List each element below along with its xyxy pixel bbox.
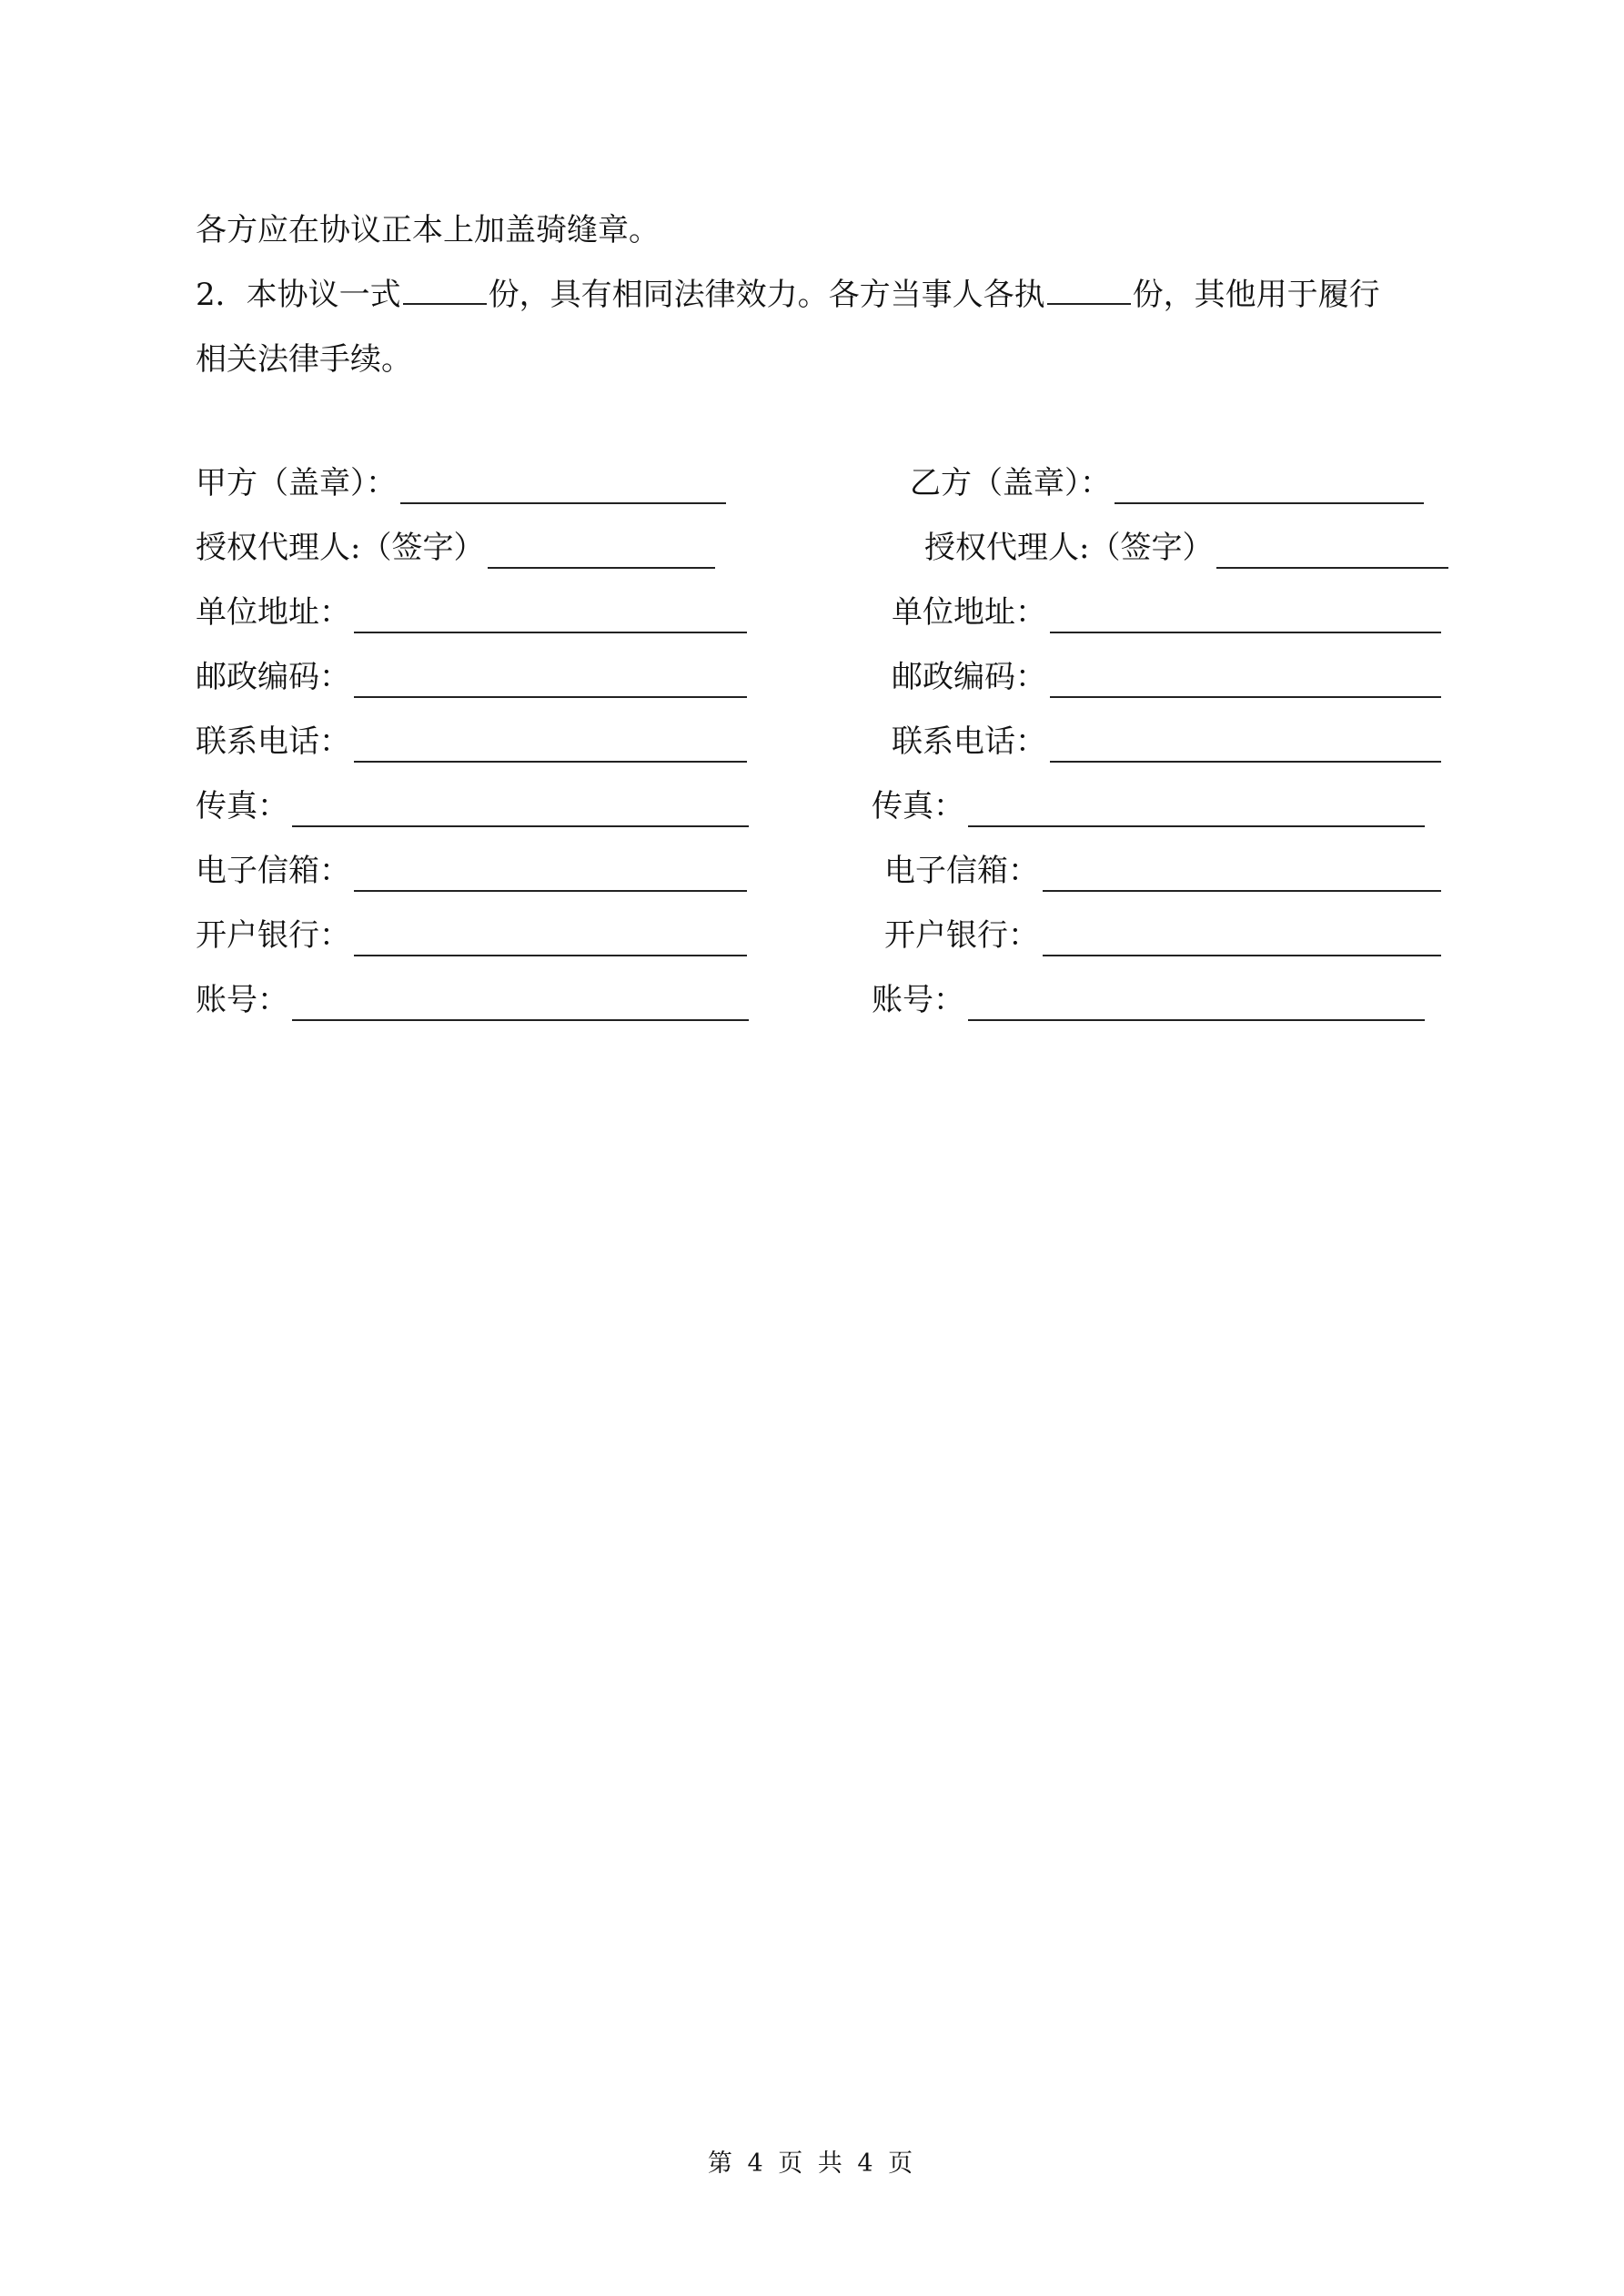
paragraph-line-2-part-a: 2．本协议一式	[196, 277, 401, 313]
party-a-email-line	[354, 857, 747, 892]
paragraph-line-3: 相关法律手续。	[196, 341, 412, 378]
party-b-account-label: 账号：	[872, 982, 964, 1018]
copies-total-blank	[403, 276, 487, 305]
party-b-address-field	[892, 592, 1441, 633]
party-b-account-field	[872, 979, 1425, 1021]
party-a-postcode-label: 邮政编码：	[196, 659, 350, 695]
paragraph-line-2-part-c: 份，其他用于履行	[1132, 277, 1380, 313]
party-b-fax-field	[872, 785, 1425, 827]
party-b-phone-field	[892, 721, 1441, 763]
party-a-seal-field	[196, 462, 726, 504]
party-b-account-line	[968, 986, 1425, 1021]
paragraph-line-1: 各方应在协议正本上加盖骑缝章。	[196, 212, 660, 248]
party-b-email-line	[1043, 857, 1441, 892]
copies-each-blank	[1047, 276, 1131, 305]
party-b-agent-label: 授权代理人:（签字）	[924, 530, 1214, 566]
party-a-fax-line	[292, 793, 749, 827]
party-b-postcode-field	[892, 656, 1441, 698]
paragraph-line-2	[196, 263, 1442, 328]
party-b-seal-line	[1115, 470, 1424, 504]
party-a-address-field	[196, 592, 747, 633]
party-b-bank-line	[1043, 922, 1441, 956]
party-a-fax-field	[196, 785, 749, 827]
party-b-postcode-label: 邮政编码：	[892, 659, 1046, 695]
party-a-fax-label: 传真：	[196, 788, 288, 824]
party-a-email-field	[196, 850, 747, 892]
party-b-phone-line	[1050, 728, 1441, 763]
page-footer: 第 4 页 共 4 页	[707, 2149, 917, 2178]
party-b-fax-label: 传真：	[872, 788, 964, 824]
party-a-phone-line	[354, 728, 747, 763]
party-b-phone-label: 联系电话：	[892, 723, 1046, 760]
party-b-bank-label: 开户银行：	[884, 917, 1039, 954]
party-a-phone-label: 联系电话：	[196, 723, 350, 760]
party-a-bank-label: 开户银行：	[196, 917, 350, 954]
paragraph-line-2-part-b: 份，具有相同法律效力。各方当事人各执	[488, 277, 1045, 313]
party-b-bank-field	[884, 915, 1441, 956]
party-b-agent-line	[1216, 534, 1448, 569]
party-a-address-label: 单位地址：	[196, 594, 350, 631]
party-b-address-line	[1050, 599, 1441, 633]
party-b-fax-line	[968, 793, 1425, 827]
party-a-account-field	[196, 979, 749, 1021]
party-a-account-label: 账号：	[196, 982, 288, 1018]
party-a-bank-field	[196, 915, 747, 956]
party-a-postcode-field	[196, 656, 747, 698]
party-a-address-line	[354, 599, 747, 633]
party-a-postcode-line	[354, 663, 747, 698]
party-b-seal-field	[910, 462, 1424, 504]
party-a-seal-line	[400, 470, 726, 504]
party-a-agent-line	[488, 534, 715, 569]
party-b-email-label: 电子信箱：	[884, 853, 1039, 889]
party-a-account-line	[292, 986, 749, 1021]
party-a-seal-label: 甲方（盖章）：	[196, 465, 397, 501]
party-a-phone-field	[196, 721, 747, 763]
party-a-agent-label: 授权代理人:（签字）	[196, 530, 485, 566]
party-b-agent-field	[924, 527, 1448, 569]
party-b-address-label: 单位地址：	[892, 594, 1046, 631]
party-a-bank-line	[354, 922, 747, 956]
party-b-email-field	[884, 850, 1441, 892]
party-b-postcode-line	[1050, 663, 1441, 698]
party-b-seal-label: 乙方（盖章）：	[910, 465, 1111, 501]
party-a-email-label: 电子信箱：	[196, 853, 350, 889]
party-a-agent-field	[196, 527, 715, 569]
